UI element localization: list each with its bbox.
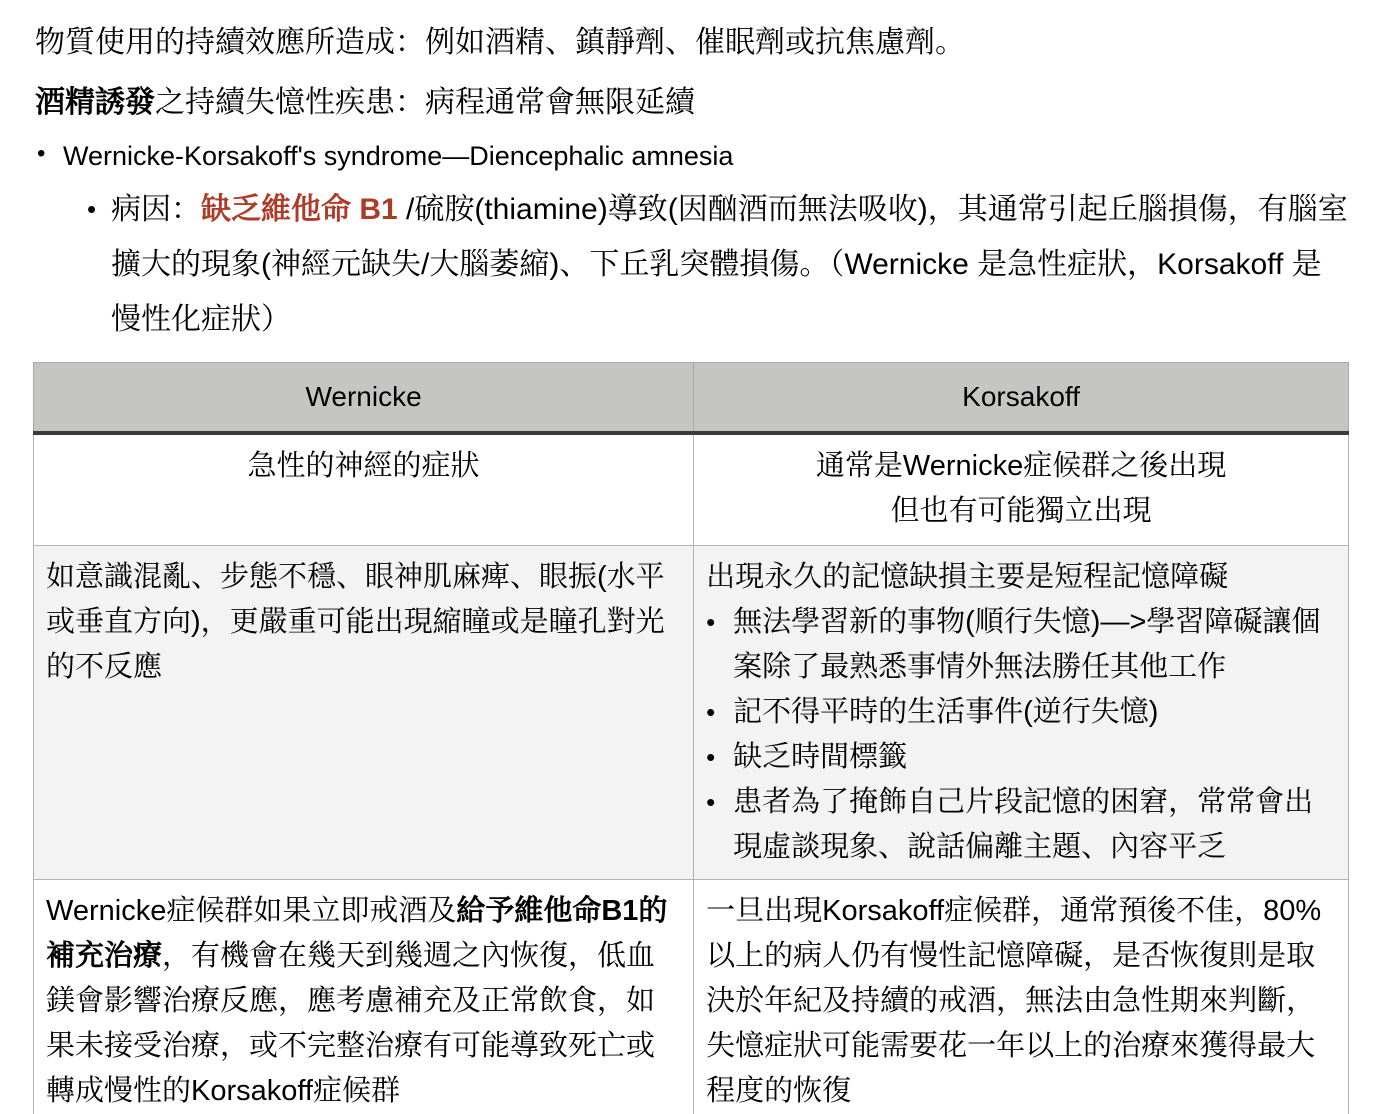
- intro-line-1: 物質使用的持續效應所造成：例如酒精、鎮靜劑、催眠劑或抗焦慮劑。: [35, 26, 965, 59]
- bullet-icon: •: [706, 786, 716, 817]
- intro-line-2-rest: 之持續失憶性疾患：病程通常會無限延續: [155, 85, 695, 119]
- cell-korsakoff-symptoms: [694, 545, 1349, 879]
- table-row-prognosis: [34, 879, 1349, 1114]
- table-header-wernicke: Wernicke: [34, 363, 694, 434]
- etiology-prefix: 病因：: [111, 193, 201, 227]
- syndrome-title: Wernicke-Korsakoff's syndrome—Diencephalic amnesia: [63, 141, 734, 171]
- wernicke-prognosis-post: ，有機會在幾天到幾週之內恢復，低血鎂會影響治療反應，應考慮補充及正常飲食，如果未接受治療，或不完整治療有可能導致死亡或轉成慢性的Korsakoff症候群: [46, 939, 656, 1107]
- korsakoff-onset-line1: 通常是Wernicke症候群之後出現: [815, 450, 1227, 483]
- korsakoff-symptoms-list: [706, 600, 1336, 870]
- list-item: [706, 780, 1336, 870]
- bullet-icon: •: [706, 741, 716, 772]
- bullet-icon: •: [706, 606, 716, 637]
- etiology-rest: /硫胺(thiamine)導致(因酗酒而無法吸收)，其通常引起丘腦損傷，有腦室擴大的現象(神經元缺失/大腦萎縮)、下丘乳突體損傷。（Wernicke 是急性症狀，Korsakoff 是慢性化症狀）: [111, 193, 1348, 337]
- table-header-korsakoff: Korsakoff: [694, 363, 1349, 434]
- intro-line-2-bold: 酒精誘發: [35, 85, 155, 119]
- bullet-icon: •: [706, 696, 716, 727]
- list-item-text: 缺乏時間標籤: [733, 740, 908, 773]
- bullet-icon: •: [87, 194, 97, 225]
- cell-korsakoff-prognosis: 一旦出現Korsakoff症候群，通常預後不佳，80%以上的病人仍有慢性記憶障礙，是否恢復則是取決於年紀及持續的戒酒，無法由急性期來判斷，失憶症狀可能需要花一年以上的治療來獲得最大程度的恢復: [694, 879, 1349, 1114]
- etiology-text: [111, 182, 1350, 347]
- table-row-onset: [34, 433, 1349, 545]
- wernicke-korsakoff-comparison-table: [33, 362, 1349, 1114]
- cell-wernicke-prognosis: [34, 879, 694, 1114]
- list-item: [706, 735, 1336, 780]
- list-item-text: 患者為了掩飾自己片段記憶的困窘，常常會出現虛談現象、說話偏離主題、內容平乏: [733, 785, 1314, 863]
- etiology-highlight: 缺乏維他命 B1: [201, 193, 398, 227]
- intro-line-2: [35, 86, 1350, 121]
- bullet-icon: •: [37, 140, 46, 167]
- table-header-row: [34, 363, 1349, 434]
- cell-wernicke-symptoms: 如意識混亂、步態不穩、眼神肌麻痺、眼振(水平或垂直方向)，更嚴重可能出現縮瞳或是瞳孔對光的不反應: [34, 545, 694, 879]
- cell-wernicke-onset: 急性的神經的症狀: [34, 433, 694, 545]
- list-item: [706, 690, 1336, 735]
- cell-korsakoff-onset: [694, 433, 1349, 545]
- korsakoff-onset-line2: 但也有可能獨立出現: [890, 495, 1152, 528]
- list-item-text: 記不得平時的生活事件(逆行失憶): [733, 695, 1159, 728]
- wernicke-prognosis-pre: Wernicke症候群如果立即戒酒及: [46, 894, 457, 927]
- table-row-symptoms: [34, 545, 1349, 879]
- list-item: [706, 600, 1336, 690]
- list-item-text: 無法學習新的事物(順行失憶)—>學習障礙讓個案除了最熟悉事情外無法勝任其他工作: [733, 605, 1321, 683]
- syndrome-bullet-row: [37, 140, 1350, 172]
- korsakoff-symptoms-intro: 出現永久的記憶缺損主要是短程記憶障礙: [706, 560, 1229, 593]
- etiology-bullet-row: [87, 182, 1350, 347]
- wernicke-prognosis-bold: 給予維他命B1的補充治療: [46, 894, 668, 972]
